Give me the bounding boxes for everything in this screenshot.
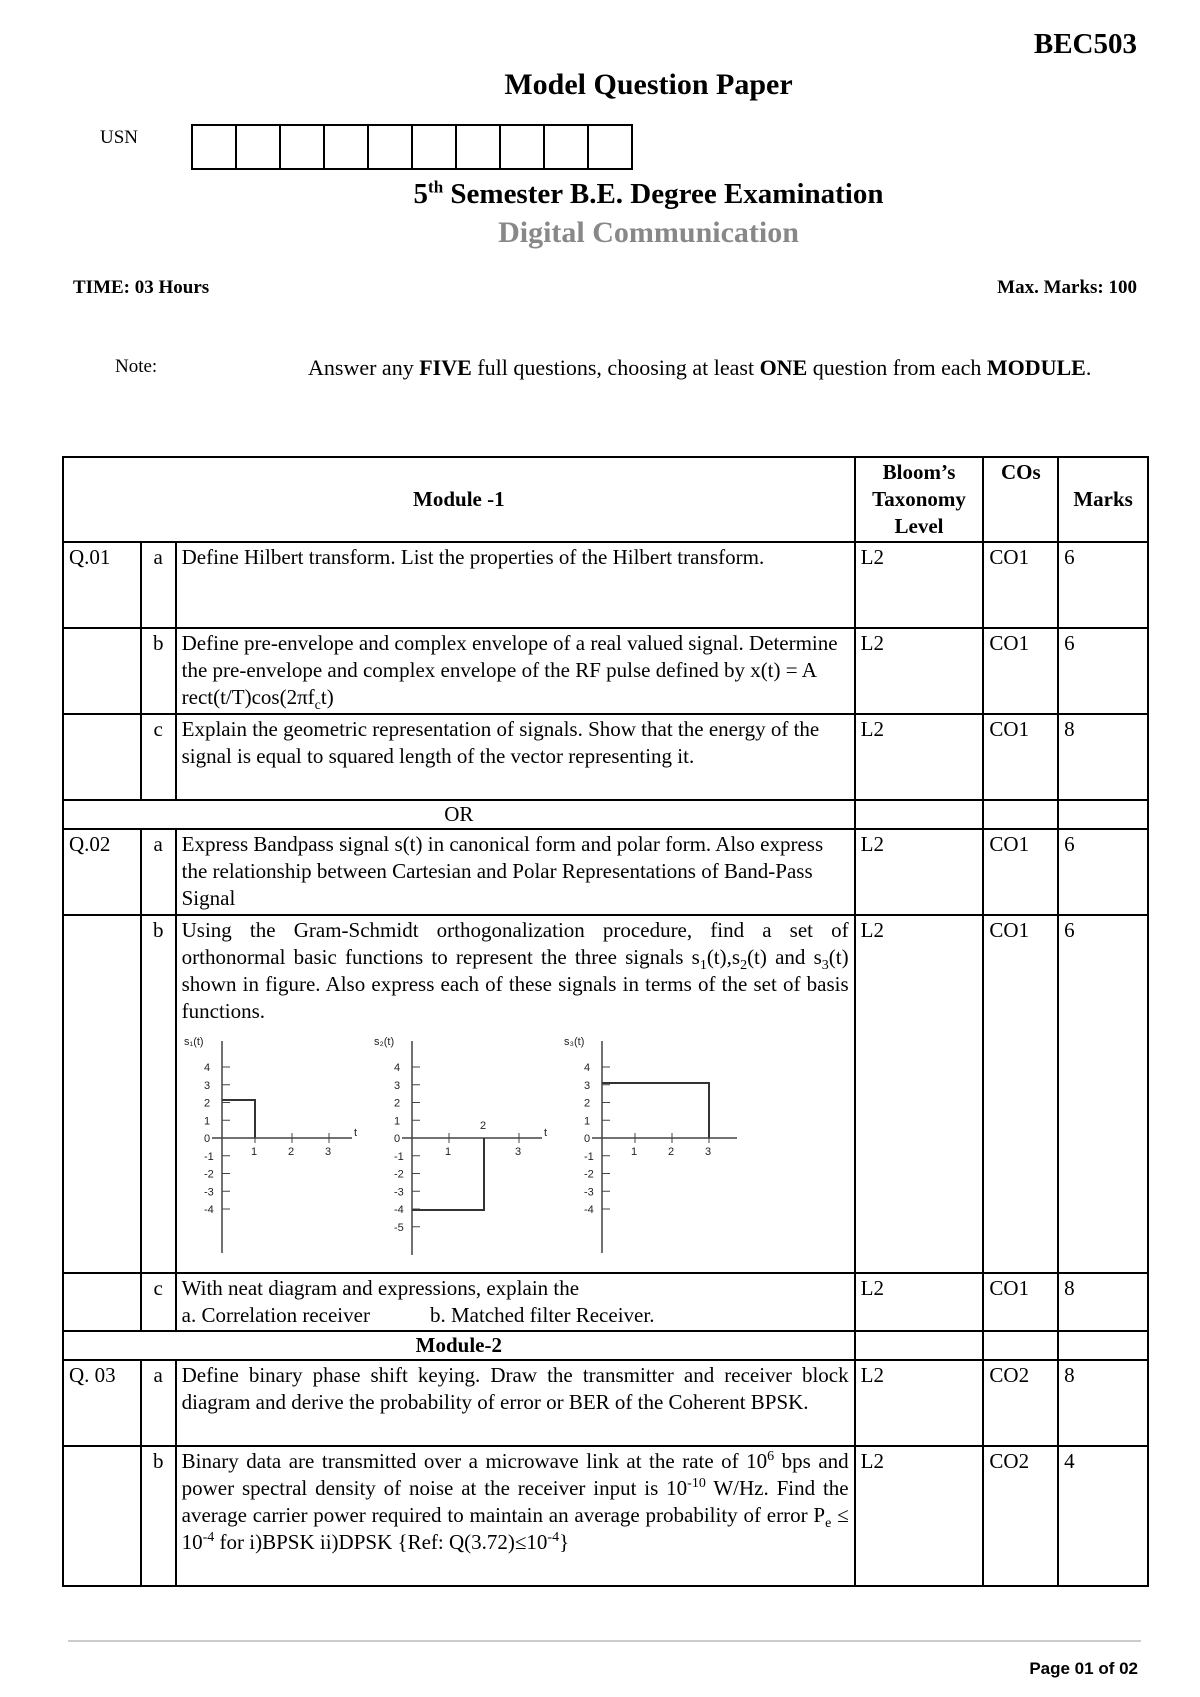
module-heading: Module -1	[63, 457, 855, 542]
question-text: Explain the geometric representation of signals. Show that the energy of the signal is equal to squared length of the vector representing it.	[176, 714, 855, 800]
course-outcome: CO2	[983, 1360, 1058, 1446]
question-number: Q.01	[63, 542, 141, 628]
blooms-level: L2	[855, 1360, 984, 1446]
y-tick-label: 4	[393, 1062, 400, 1074]
y-tick-label: 2	[393, 1097, 400, 1110]
question-number: Q. 03	[63, 1360, 141, 1446]
marks-header: Marks	[1058, 457, 1148, 542]
x-tick-label: 1	[250, 1146, 257, 1158]
table-row	[63, 1360, 1148, 1446]
question-number: Q.02	[63, 829, 141, 915]
table-row	[63, 1273, 1148, 1331]
signal-figures	[182, 1033, 849, 1258]
x-tick-label: 2	[667, 1146, 674, 1158]
sub-question: c	[141, 1273, 176, 1331]
or-row	[63, 800, 1148, 829]
question-number	[63, 1446, 141, 1586]
axis-t-label: t	[353, 1127, 357, 1139]
blooms-level: L2	[855, 829, 984, 915]
sub-question: b	[141, 628, 176, 714]
blooms-level: L2	[855, 714, 984, 800]
signal-s1-waveform	[222, 1100, 255, 1138]
question-number	[63, 628, 141, 714]
y-tick-label: 1	[393, 1115, 400, 1128]
table-row	[63, 714, 1148, 800]
blooms-header: Bloom’s Taxonomy Level	[855, 457, 984, 542]
signal-s1-plot	[182, 1033, 372, 1258]
paper-title: Model Question Paper	[504, 68, 793, 101]
table-row	[63, 829, 1148, 915]
marks-value: 8	[1058, 1360, 1148, 1446]
sub-question: a	[141, 829, 176, 915]
y-tick-label: 0	[393, 1133, 400, 1145]
plot-label: s₂(t)	[373, 1036, 394, 1048]
question-table	[62, 456, 1149, 1587]
note-label: Note:	[115, 356, 158, 377]
footer-divider	[68, 1640, 1141, 1642]
y-tick-label: -5	[393, 1221, 404, 1234]
y-tick-label: -3	[203, 1186, 214, 1199]
marks-value: 6	[1058, 628, 1148, 714]
marks-value: 8	[1058, 1273, 1148, 1331]
marks-value: 4	[1058, 1446, 1148, 1586]
usn-box	[545, 126, 589, 168]
y-tick-label: 2	[583, 1097, 590, 1110]
usn-box	[413, 126, 457, 168]
y-tick-label: 3	[583, 1079, 590, 1092]
question-text: Express Bandpass signal s(t) in canonical form and polar form. Also express the relationship between Cartesian and Polar Representations of Band-Pass Signal	[176, 829, 855, 915]
max-marks: Max. Marks: 100	[997, 277, 1137, 298]
plot-label: s₃(t)	[563, 1036, 584, 1048]
y-tick-label: 4	[583, 1062, 590, 1074]
blooms-level: L2	[855, 542, 984, 628]
cos-header: COs	[983, 457, 1058, 542]
question-number	[63, 714, 141, 800]
y-tick-label: 3	[203, 1079, 210, 1092]
sub-question: a	[141, 542, 176, 628]
exam-time: TIME: 03 Hours	[73, 277, 210, 298]
question-number	[63, 915, 141, 1273]
y-tick-label: -2	[203, 1168, 214, 1181]
y-tick-label: 4	[203, 1062, 210, 1074]
course-outcome: CO1	[983, 714, 1058, 800]
course-code: BEC503	[1033, 28, 1137, 60]
marks-value: 6	[1058, 542, 1148, 628]
question-number	[63, 1273, 141, 1331]
y-tick-label: 1	[583, 1115, 590, 1128]
axis-t-label: t	[543, 1127, 547, 1139]
signal-s3-plot	[562, 1033, 752, 1258]
y-tick-label: -4	[393, 1204, 404, 1216]
sub-question: b	[141, 915, 176, 1273]
table-row	[63, 915, 1148, 1273]
plot-label: s₁(t)	[183, 1036, 204, 1048]
y-tick-label: -4	[583, 1204, 594, 1216]
usn-box	[193, 126, 237, 168]
y-tick-label: -1	[583, 1150, 594, 1163]
y-tick-label: -2	[583, 1168, 594, 1181]
peak-label: 2	[479, 1120, 486, 1132]
question-text: Using the Gram-Schmidt orthogonalization procedure, find a set of orthonormal basic functions to represent the three signals $s_1(t),s_2(t)$ and $s_3(t)$ shown in figure. Also express each of these signals in terms of the set of basis functions. s₁(t) 4 3 2 1 0 -1 -2 -3 -4 1 2 3 t s₂(t) 4 3 2 1 0 -1 -2 -3 -4 -5 1 3 2 t s₃(t) 4 3 2 1 0 -1 -2 -3 -4 1 2 3	[176, 915, 855, 1273]
usn-box	[501, 126, 545, 168]
blooms-level: L2	[855, 628, 984, 714]
marks-value: 6	[1058, 829, 1148, 915]
sub-question: c	[141, 714, 176, 800]
x-tick-label: 3	[324, 1146, 331, 1158]
usn-box	[237, 126, 281, 168]
usn-box	[457, 126, 501, 168]
x-tick-label: 1	[444, 1146, 451, 1158]
usn-box	[281, 126, 325, 168]
page-number: Page 01 of 02	[1029, 1659, 1138, 1678]
question-text: Define binary phase shift keying. Draw the transmitter and receiver block diagram and derive the probability of error or BER of the Coherent BPSK.	[176, 1360, 855, 1446]
x-tick-label: 2	[287, 1146, 294, 1158]
x-tick-label: 3	[704, 1146, 711, 1158]
course-outcome: CO1	[983, 628, 1058, 714]
blooms-level: L2	[855, 1273, 984, 1331]
y-tick-label: -3	[393, 1186, 404, 1199]
y-tick-label: 1	[203, 1115, 210, 1128]
question-text: With neat diagram and expressions, explain the a. Correlation receiver b. Matched filter Receiver.	[176, 1273, 855, 1331]
y-tick-label: -1	[393, 1150, 404, 1163]
course-outcome: CO1	[983, 915, 1058, 1273]
course-outcome: CO1	[983, 829, 1058, 915]
course-outcome: CO1	[983, 1273, 1058, 1331]
usn-boxes	[191, 124, 633, 170]
y-tick-label: -2	[393, 1168, 404, 1181]
course-outcome: CO1	[983, 542, 1058, 628]
signal-s3-waveform	[602, 1083, 709, 1138]
y-tick-label: 0	[203, 1133, 210, 1145]
sub-question: b	[141, 1446, 176, 1586]
table-row	[63, 628, 1148, 714]
blooms-level: L2	[855, 1446, 984, 1586]
table-row	[63, 542, 1148, 628]
subject-title: Digital Communication	[498, 216, 799, 249]
table-row	[63, 1446, 1148, 1586]
x-tick-label: 3	[514, 1146, 521, 1158]
usn-label: USN	[100, 127, 139, 148]
usn-box	[589, 126, 631, 168]
or-separator: OR	[63, 800, 855, 829]
y-tick-label: 0	[583, 1133, 590, 1145]
module-row	[63, 1331, 1148, 1360]
table-header-row	[63, 457, 1148, 542]
course-outcome: CO2	[983, 1446, 1058, 1586]
sub-question: a	[141, 1360, 176, 1446]
y-tick-label: 3	[393, 1079, 400, 1092]
y-tick-label: -4	[203, 1204, 214, 1216]
question-text: Define Hilbert transform. List the properties of the Hilbert transform.	[176, 542, 855, 628]
note-text: Answer any FIVE full questions, choosing at least ONE question from each MODULE.	[308, 355, 1092, 380]
semester-heading: 5th Semester B.E. Degree Examination	[413, 177, 884, 210]
marks-value: 8	[1058, 714, 1148, 800]
signal-s2-plot	[372, 1033, 562, 1258]
question-text: Binary data are transmitted over a microwave link at the rate of $10^6$ bps and power spectral density of noise at the receiver input is $10^{-10}$ W/Hz. Find the average carrier power required to maintain an average probability of error $P_e \le 10^{-4}$ for i)BPSK ii)DPSK {Ref: $Q(3.72)\le 10^{-4}$}	[176, 1446, 855, 1586]
usn-box	[325, 126, 369, 168]
blooms-level: L2	[855, 915, 984, 1273]
y-tick-label: -1	[203, 1150, 214, 1163]
marks-value: 6	[1058, 915, 1148, 1273]
question-text: Define pre-envelope and complex envelope of a real valued signal. Determine the pre-envelope and complex envelope of the RF pulse defined by x(t) = A $rect(t/T)\cos(2\pi f_ct)$	[176, 628, 855, 714]
y-tick-label: 2	[203, 1097, 210, 1110]
module-heading: Module-2	[63, 1331, 855, 1360]
x-tick-label: 1	[630, 1146, 637, 1158]
y-tick-label: -3	[583, 1186, 594, 1199]
usn-box	[369, 126, 413, 168]
